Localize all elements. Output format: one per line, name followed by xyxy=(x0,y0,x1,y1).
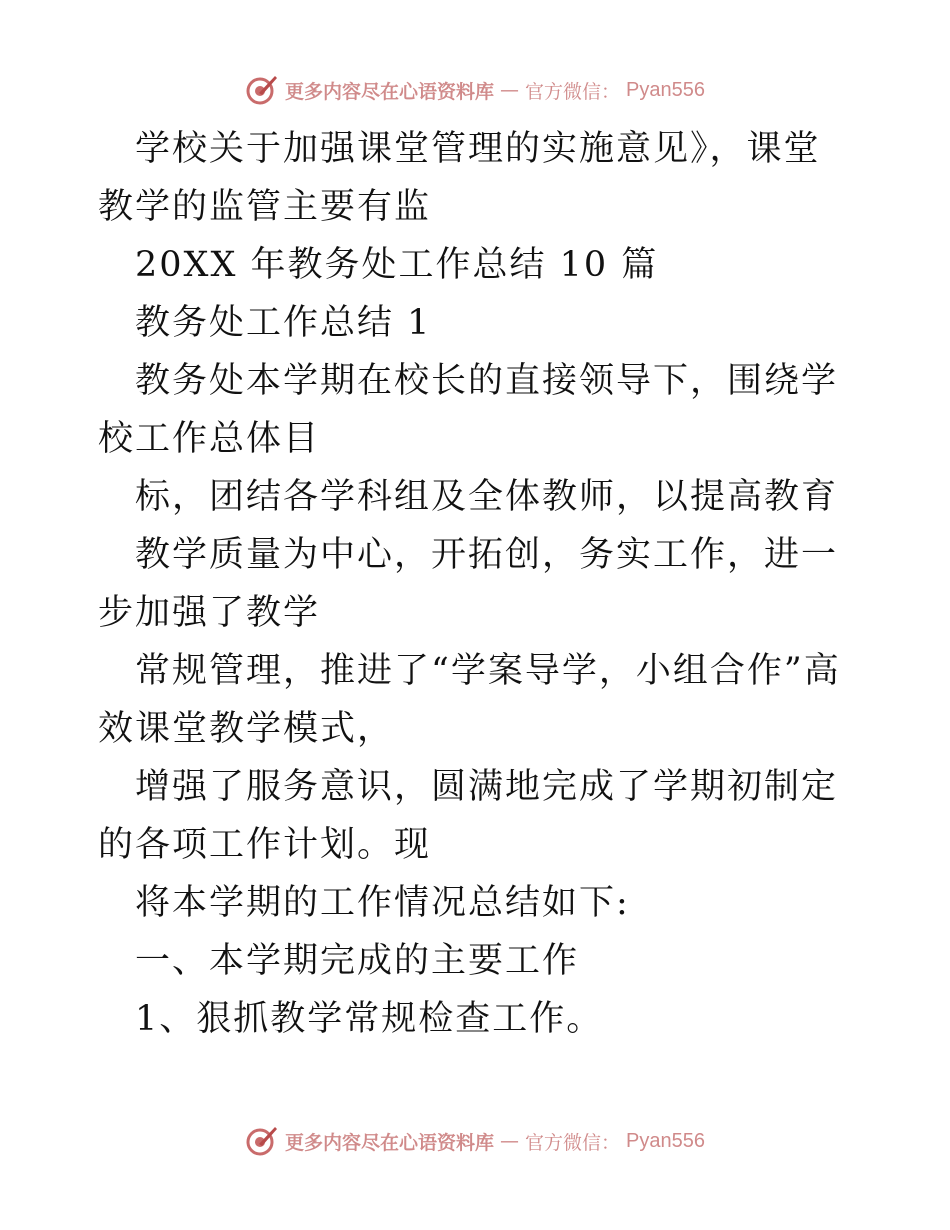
watermark-text: 更多内容尽在心语资料库 xyxy=(285,80,495,103)
paragraph-4: 教务处本学期在校长的直接领导下，围绕学校工作总体目 xyxy=(98,361,839,459)
watermark-wechat-id: Pyan556 xyxy=(626,1129,705,1152)
paragraph-3: 教务处工作总结 1 xyxy=(135,303,432,343)
watermark-dash: — xyxy=(500,79,520,101)
paragraph-1: 学校关于加强课堂管理的实施意见》，课堂教学的监管主要有监 xyxy=(98,129,821,227)
watermark-header xyxy=(0,70,950,110)
quill-seal-icon xyxy=(245,73,279,107)
paragraph-7: 常规管理，推进了“学案导学，小组合作”高效课堂教学模式， xyxy=(98,651,841,749)
paragraph-11: 1、狠抓教学常规检查工作。 xyxy=(135,999,604,1039)
watermark-wechat-label: 官方微信： xyxy=(525,80,621,103)
quill-seal-icon xyxy=(245,1124,279,1158)
watermark-text: 更多内容尽在心语资料库 xyxy=(285,1131,495,1154)
document-body xyxy=(98,120,854,1048)
paragraph-6: 教学质量为中心，开拓创，务实工作，进一步加强了教学 xyxy=(98,535,839,633)
paragraph-2: 20XX 年教务处工作总结 10 篇 xyxy=(135,245,659,285)
watermark-dash: — xyxy=(500,1130,520,1152)
paragraph-8: 增强了服务意识，圆满地完成了学期初制定的各项工作计划。现 xyxy=(98,767,839,865)
paragraph-9: 将本学期的工作情况总结如下: xyxy=(135,883,630,923)
watermark-wechat-id: Pyan556 xyxy=(626,78,705,101)
paragraph-10: 一、本学期完成的主要工作 xyxy=(135,941,580,981)
watermark-wechat-label: 官方微信： xyxy=(525,1131,621,1154)
watermark-footer xyxy=(0,1121,950,1161)
paragraph-5: 标，团结各学科组及全体教师，以提高教育 xyxy=(135,477,839,517)
